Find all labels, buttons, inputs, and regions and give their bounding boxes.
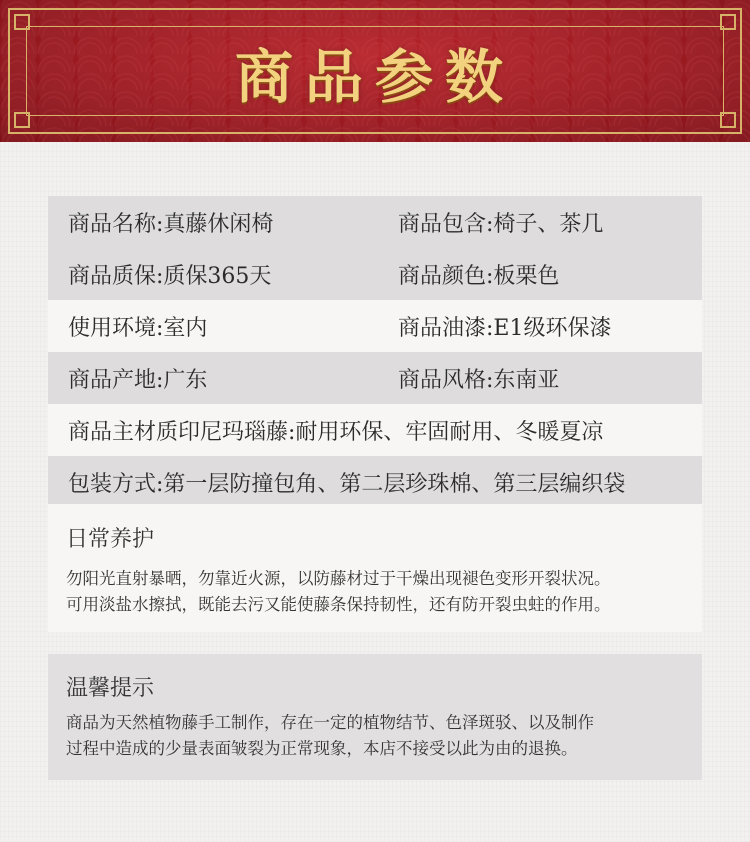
tip-text [66, 710, 688, 762]
param-environment: 使用环境:室内 [68, 315, 208, 341]
tip-line: 过程中造成的少量表面皱裂为正常现象，本店不接受以此为由的退换。 [66, 739, 578, 758]
param-row [48, 456, 702, 508]
param-packaging: 包装方式:第一层防撞包角、第二层珍珠棉、第三层编织袋 [68, 471, 626, 497]
param-row [48, 404, 702, 456]
header-banner [0, 0, 750, 142]
param-row [48, 196, 702, 248]
care-line: 可用淡盐水擦拭，既能去污又能使藤条保持韧性，还有防开裂虫蛀的作用。 [66, 595, 611, 614]
param-warranty: 商品质保:质保365天 [68, 263, 272, 289]
param-row [48, 352, 702, 404]
params-table [48, 196, 702, 508]
corner-ornament [14, 112, 30, 128]
tip-line: 商品为天然植物藤手工制作，存在一定的植物结节、色泽斑驳、以及制作 [66, 713, 594, 732]
page-title: 商品参数 [234, 43, 515, 111]
care-text [66, 566, 688, 618]
param-paint: 商品油漆:E1级环保漆 [398, 315, 612, 341]
param-contents: 商品包含:椅子、茶几 [398, 211, 604, 237]
corner-ornament [720, 112, 736, 128]
tip-title: 温馨提示 [66, 676, 155, 701]
corner-ornament [14, 14, 30, 30]
care-line: 勿阳光直射暴晒，勿靠近火源，以防藤材过于干燥出现褪色变形开裂状况。 [66, 569, 611, 588]
param-style: 商品风格:东南亚 [398, 367, 560, 393]
care-box [48, 504, 702, 632]
param-row [48, 248, 702, 300]
param-material: 商品主材质印尼玛瑙藤:耐用环保、牢固耐用、冬暖夏凉 [68, 419, 604, 445]
param-color: 商品颜色:板栗色 [398, 263, 560, 289]
param-origin: 商品产地:广东 [68, 367, 208, 393]
tip-box [48, 654, 702, 780]
param-name: 商品名称:真藤休闲椅 [68, 211, 274, 237]
care-title: 日常养护 [66, 527, 155, 552]
param-row [48, 300, 702, 352]
corner-ornament [720, 14, 736, 30]
